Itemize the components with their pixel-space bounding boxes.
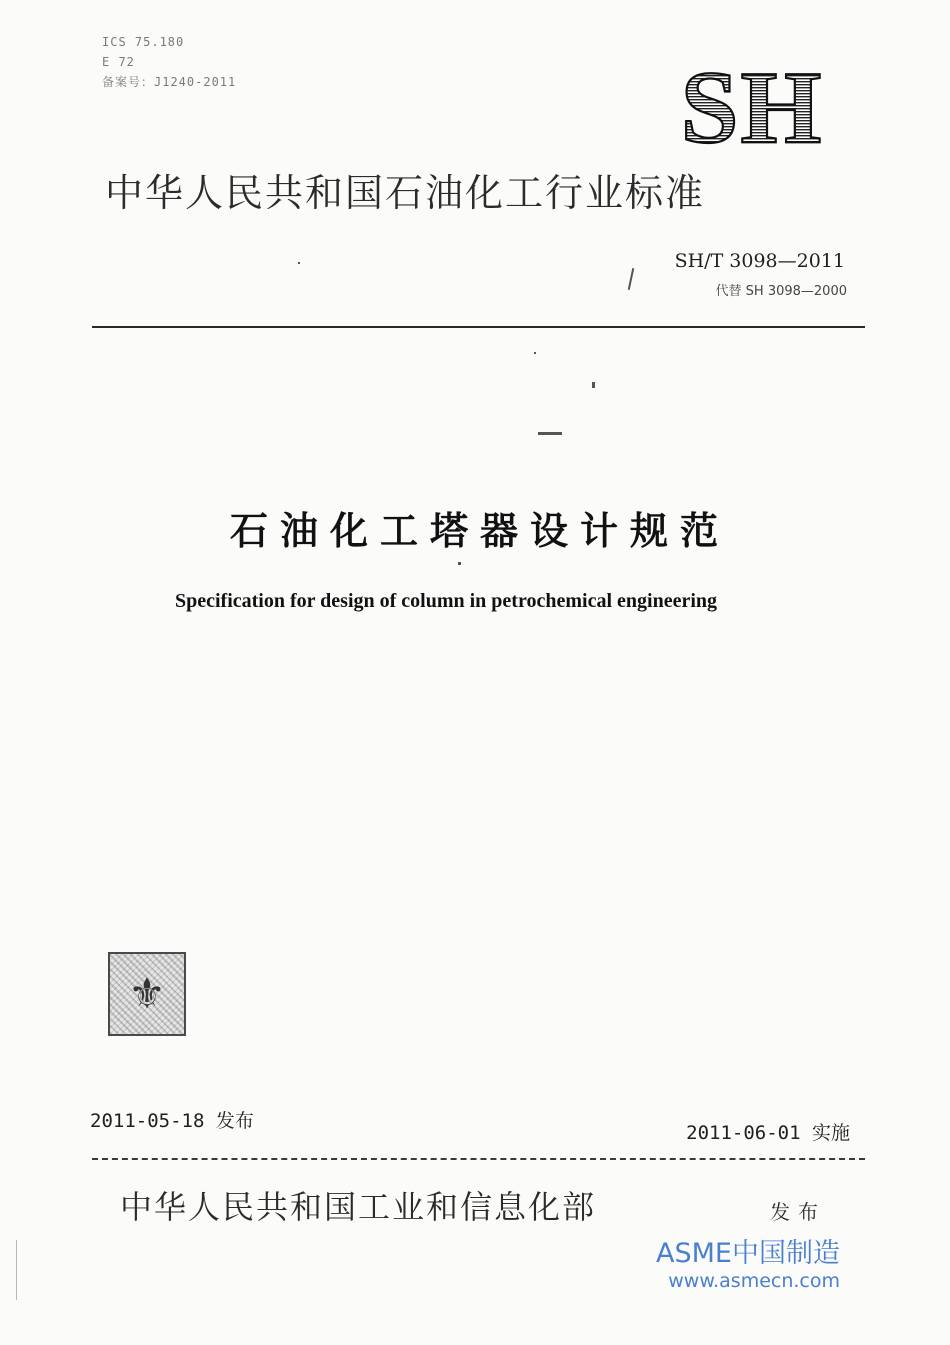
watermark-brand: ASME中国制造 [656, 1238, 840, 1269]
issuing-action: 发布 [770, 1200, 826, 1224]
standard-type-header: 中华人民共和国石油化工行业标准 [105, 171, 706, 215]
sh-logo-text: SH [680, 60, 824, 152]
sh-logo [655, 60, 850, 152]
certification-stamp [108, 952, 186, 1036]
site-watermark [656, 1238, 840, 1292]
replaces-standard: 代替 SH 3098—2000 [715, 284, 847, 299]
bottom-divider [92, 1158, 865, 1160]
classification-block [102, 32, 236, 92]
issue-date: 2011-05-18 发布 [90, 1110, 254, 1132]
document-title-english: Specification for design of column in petrochemical engineering [175, 590, 718, 612]
top-divider [92, 326, 865, 328]
document-title-chinese: 石油化工塔器设计规范 [229, 509, 730, 553]
effective-date: 2011-06-01 实施 [686, 1122, 850, 1144]
filing-number: 备案号：J1240-2011 [102, 75, 237, 89]
scan-speck [592, 382, 595, 388]
scan-speck [534, 352, 536, 354]
scan-speck [628, 268, 635, 290]
ccs-code: E 72 [102, 55, 135, 69]
issuing-authority: 中华人民共和国工业和信息化部 [120, 1188, 597, 1226]
scan-speck [538, 432, 562, 435]
ics-code: ICS 75.180 [102, 35, 185, 49]
scan-speck [16, 1240, 17, 1300]
scan-speck [298, 262, 300, 264]
standard-number: SH/T 3098—2011 [674, 250, 845, 272]
scan-speck [458, 562, 461, 565]
watermark-url: www.asmecn.com [668, 1270, 840, 1292]
stamp-emblem-icon: ⚜ [128, 969, 166, 1018]
